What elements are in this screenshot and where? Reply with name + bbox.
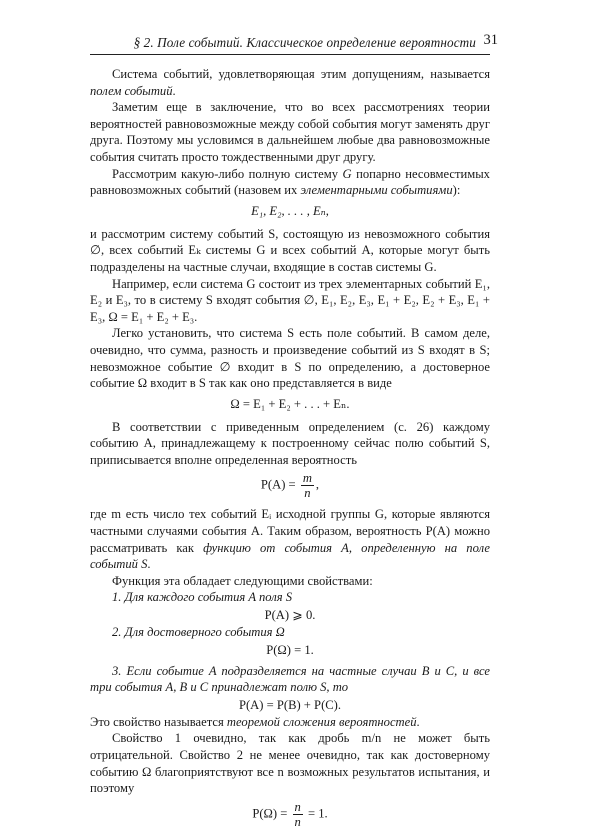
fraction-numerator: m (302, 471, 312, 486)
property-3: 3. Если событие A подразделяется на частные случаи B и C, и все три события A, B и C принадлежат полю S, то (90, 663, 490, 695)
paragraph-equivalent-events: Заметим еще в заключение, что во всех рассмотрениях теории вероятностей равновозможные между собой события могут заменять друг друга. Поэтому мы условимся в дальнейшем любые два равновозможные события считать просто тождественными друг другу. (90, 100, 490, 164)
eq-left: P(Ω) = (252, 806, 288, 821)
text-span: . (416, 714, 420, 729)
eq-tail: = 1. (307, 806, 328, 821)
term-elementary-events: элементарными событиями (300, 183, 453, 198)
text-span: попарно несовместимых равновозможных событий (назовем их (90, 166, 490, 198)
paragraph-probability-function (90, 506, 490, 572)
symbol-G: G (342, 166, 352, 181)
text-span: . (172, 83, 176, 98)
page-body (90, 66, 490, 835)
equation-certain-event-probability (90, 800, 490, 829)
paragraph-complete-system (90, 166, 490, 199)
running-title: § 2. Поле событий. Классическое определение вероятности (133, 35, 476, 50)
fraction-n-over-n (293, 800, 303, 829)
paragraph-field-definition (90, 66, 490, 99)
equation-nonnegativity: P(A) ⩾ 0. (264, 608, 316, 623)
paragraph-field-proof: Легко установить, что система S есть поле событий. В самом деле, очевидно, что сумма, разность и произведение событий из S входят в S; невозможное событие ∅ входит в S по определению, а достоверное событие Ω входит в S так как оно представляется в виде (90, 326, 490, 391)
text-span: Рассмотрим какую-либо полную систему (112, 166, 343, 181)
text-span: где m есть число тех событий Eᵢ исходной группы G, которые являются частными случаями события A. Таким образом, вероятность P(A) можно рассматривать как (90, 507, 490, 555)
page-number: 31 (483, 32, 498, 48)
paragraph-probability-assignment: В соответствии с приведенным определением (с. 26) каждому событию A, принадлежащему к построенному сейчас полю событий S, приписывается вполне определенная вероятность (90, 419, 490, 467)
eq-tail: , (315, 477, 320, 492)
term-function-of-event: функцию от события A, определенную на поле событий S (90, 540, 490, 572)
term-field-of-events: полем событий (90, 83, 173, 98)
equation-omega-sum: Ω = E₁ + E₂ + . . . + Eₙ. (230, 396, 350, 411)
text-span: Система событий, удовлетворяющая этим допущениям, называется (112, 67, 490, 81)
paragraph-property-proofs: Свойство 1 очевидно, так как дробь m/n не может быть отрицательной. Свойство 2 не менее очевидно, так как достоверному событию Ω благоприятствуют все n возможных результатов испытания, и поэтому (90, 731, 490, 796)
property-2: 2. Для достоверного события Ω (112, 625, 285, 640)
paragraph-example: Например, если система G состоит из трех элементарных событий E₁, E₂ и E₃, то в систему S входят события ∅, E₁, E₂, E₃, E₁ + E₂, E₂ + E₃, E₁ + E₃, Ω = E₁ + E₂ + E₃. (90, 276, 490, 324)
paragraph-properties-intro: Функция эта обладает следующими свойствами: (112, 573, 373, 588)
fraction-denominator: n (304, 486, 311, 501)
fraction-denominator: n (294, 814, 301, 829)
equation-addition: P(A) = P(B) + P(C). (238, 697, 342, 712)
eq-left: P(A) = (260, 477, 296, 492)
term-addition-theorem: теоремой сложения вероятностей (226, 714, 417, 729)
fraction-numerator: n (294, 799, 301, 814)
equation-certain-event: P(Ω) = 1. (266, 642, 314, 657)
text-span: ): (452, 183, 461, 198)
paragraph-addition-theorem (90, 714, 490, 731)
fraction-m-over-n (301, 471, 314, 500)
property-1: 1. Для каждого события A поля S (112, 590, 293, 605)
running-header (90, 30, 498, 55)
equation-probability-ratio (90, 471, 490, 500)
text-span: Это свойство называется (90, 714, 227, 729)
text-span: . (147, 557, 151, 572)
equation-elementary-events: E₁, E₂, . . . , Eₙ, (251, 203, 329, 218)
paragraph-system-S: и рассмотрим систему событий S, состоящую из невозможного события ∅, всех событий Eₖ системы G и всех событий A, которые могут быть подразделены на частные случаи, входящие в состав системы G. (90, 226, 490, 274)
